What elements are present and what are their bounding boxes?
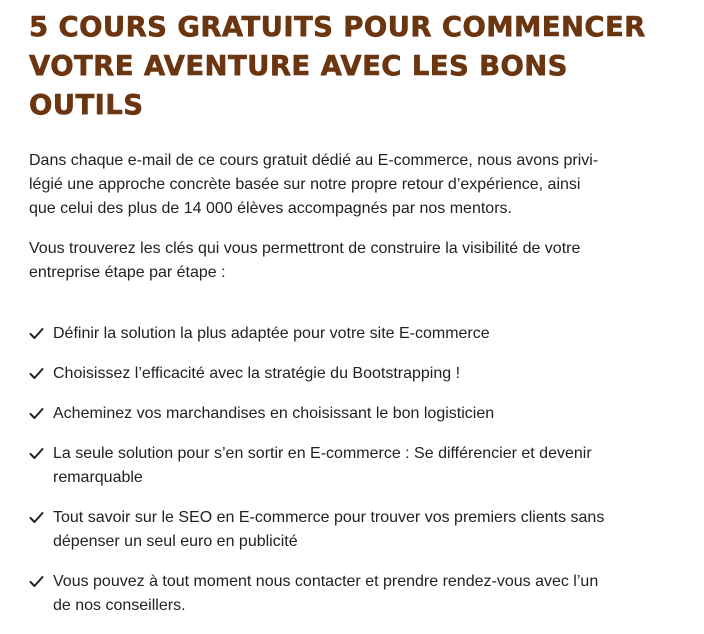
checklist-item-text: remarquable (53, 469, 143, 486)
checklist-item (29, 570, 679, 618)
course-section (29, 8, 689, 634)
lead-line: Vous trouverez les clés qui vous permettront de construire la visibilité de votre (29, 240, 581, 257)
check-icon (29, 447, 44, 460)
checklist-item-text: Définir la solution la plus adaptée pour votre site E-commerce (53, 325, 490, 342)
lead-line: entreprise étape par étape : (29, 264, 226, 281)
check-icon (29, 327, 44, 340)
checklist-item (29, 402, 679, 426)
checklist-item (29, 442, 679, 490)
checklist-item (29, 322, 679, 346)
intro-line: Dans chaque e-mail de ce cours gratuit dédié au E-commerce, nous avons privi- (29, 152, 599, 169)
checklist-item-text: Tout savoir sur le SEO en E-commerce pour trouver vos premiers clients sans (53, 509, 605, 526)
checklist-item-text: Vous pouvez à tout moment nous contacter et prendre rendez-vous avec l’un (53, 573, 599, 590)
checklist-item-text: dépenser un seul euro en publicité (53, 533, 298, 550)
intro-line: que celui des plus de 14 000 élèves accompagnés par nos mentors. (29, 200, 512, 217)
check-icon (29, 511, 44, 524)
checklist-item-text: Acheminez vos marchandises en choisissant le bon logisticien (53, 405, 495, 422)
benefits-checklist (29, 322, 679, 618)
check-icon (29, 367, 44, 380)
checklist-item (29, 362, 679, 386)
lead-paragraph (29, 237, 679, 285)
check-icon (29, 575, 44, 588)
intro-paragraph (29, 149, 679, 221)
heading-line: VOTRE AVENTURE AVEC LES BONS (29, 50, 568, 82)
checklist-item (29, 506, 679, 554)
heading-line: OUTILS (29, 89, 144, 121)
intro-line: légié une approche concrète basée sur notre propre retour d’expérience, ainsi (29, 176, 581, 193)
check-icon (29, 407, 44, 420)
section-heading (29, 8, 669, 125)
checklist-item-text: La seule solution pour s’en sortir en E-commerce : Se différencier et devenir (53, 445, 592, 462)
checklist-item-text: Choisissez l’efficacité avec la stratégie du Bootstrapping ! (53, 365, 461, 382)
heading-line: 5 COURS GRATUITS POUR COMMENCER (29, 11, 646, 43)
checklist-item-text: de nos conseillers. (53, 597, 186, 614)
